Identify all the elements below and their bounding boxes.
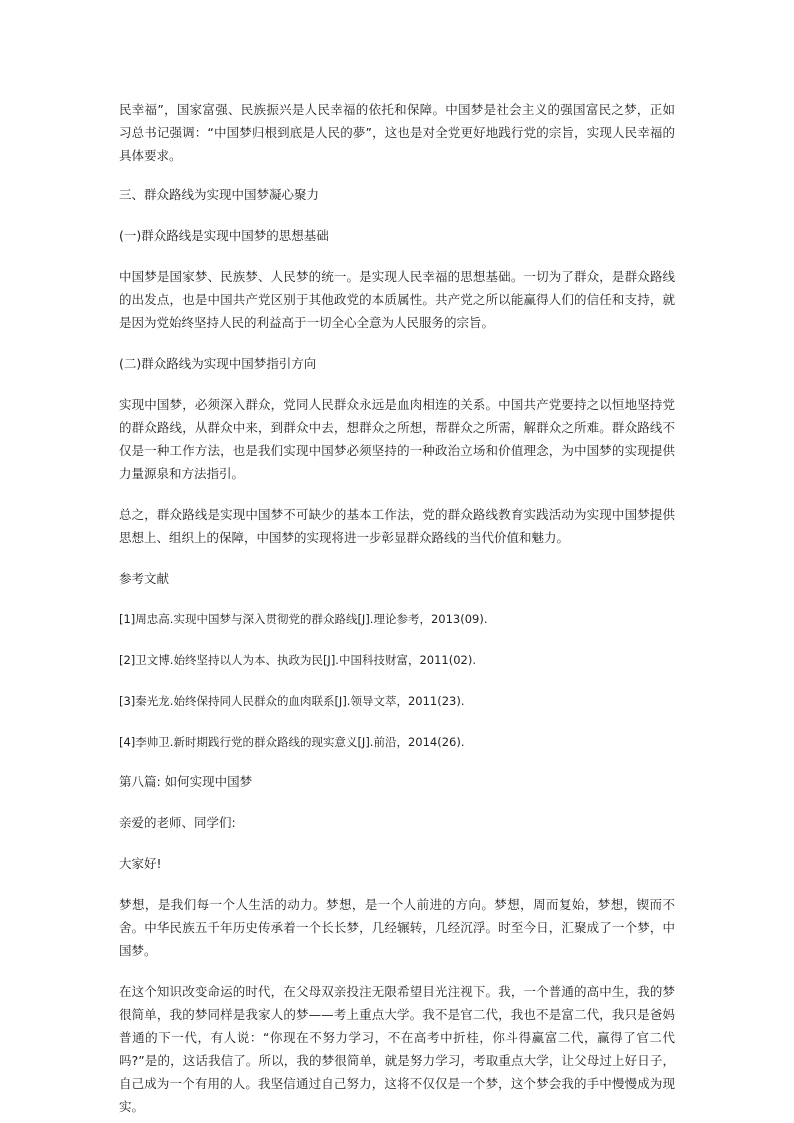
paragraph-ideological-foundation: 中国梦是国家梦、民族梦、人民梦的统一。是实现人民幸福的思想基础。一切为了群众，是群众路线的出发点，也是中国共产党区别于其他政党的本质属性。共产党之所以能赢得人们的信任和支持，就是因为党始终坚持人民的利益高于一切全心全意为人民服务的宗旨。 [119, 269, 675, 330]
greeting: 亲爱的老师、同学们: [119, 815, 236, 830]
paragraph-direction: 实现中国梦，必须深入群众，党同人民群众永远是血肉相连的关系。中国共产党要持之以恒地坚持党的群众路线，从群众中来，到群众中去，想群众之所想，帮群众之所需，解群众之所难。群众路线不仅是一种工作方法，也是我们实现中国梦必须坚持的一种政治立场和价值理念，为中国梦的实现提供力量源泉和方法指引。 [119, 397, 675, 481]
paragraph-student-dream: 在这个知识改变命运的时代，在父母双亲投注无限希望目光注视下。我，一个普通的高中生，我的梦很简单，我的梦同样是我家人的梦——考上重点大学。我不是官二代，我也不是富二代，我只是爸妈普通的下一代，有人说：“你现在不努力学习，不在高考中折桂，你斗得赢富二代，赢得了官二代吗?”是的，这话我信了。所以，我的梦很简单，就是努力学习，考取重点大学，让父母过上好日子，自己成为一个有用的人。我坚信通过自己努力，这将不仅仅是一个梦，这个梦会我的手中慢慢成为现实。 [119, 984, 675, 1114]
reference-item: [4]李帅卫.新时期践行党的群众路线的现实意义[J].前沿，2014(26). [119, 735, 465, 749]
paragraph-dream: 梦想，是我们每一个人生活的动力。梦想，是一个人前进的方向。梦想，周而复始，梦想，锲而不舍。中华民族五千年历史传承着一个长长梦，几经辗转，几经沉浮。时至今日，汇聚成了一个梦，中国梦。 [119, 897, 675, 958]
subsection-heading-1: (一)群众路线是实现中国梦的思想基础 [119, 228, 329, 243]
paragraph-people-happiness: 民幸福”，国家富强、民族振兴是人民幸福的依托和保障。中国梦是社会主义的强国富民之梦，正如习总书记强调：“中国梦归根到底是人民的夢”，这也是对全党更好地践行党的宗旨，实现人民幸福的具体要求。 [119, 102, 675, 163]
subsection-heading-2: (二)群众路线为实现中国梦指引方向 [119, 356, 317, 371]
hello: 大家好! [119, 856, 162, 871]
reference-item: [1]周忠高.实现中国梦与深入贯彻党的群众路线[J].理论参考，2013(09). [119, 612, 488, 626]
paragraph-conclusion: 总之，群众路线是实现中国梦不可缺少的基本工作法，党的群众路线教育实践活动为实现中国梦提供思想上、组织上的保障，中国梦的实现将进一步彰显群众路线的当代价值和魅力。 [119, 507, 675, 545]
reference-item: [3]秦光龙.始终保持同人民群众的血肉联系[J].领导文萃，2011(23). [119, 694, 465, 708]
reference-item: [2]卫文博.始终坚持以人为本、执政为民[J].中国科技财富，2011(02). [119, 653, 476, 667]
chapter-title: 第八篇: 如何实现中国梦 [119, 774, 253, 789]
section-heading-3: 三、群众路线为实现中国梦凝心聚力 [119, 187, 320, 202]
references-heading: 参考文献 [119, 571, 170, 586]
document-page [119, 98, 675, 1118]
